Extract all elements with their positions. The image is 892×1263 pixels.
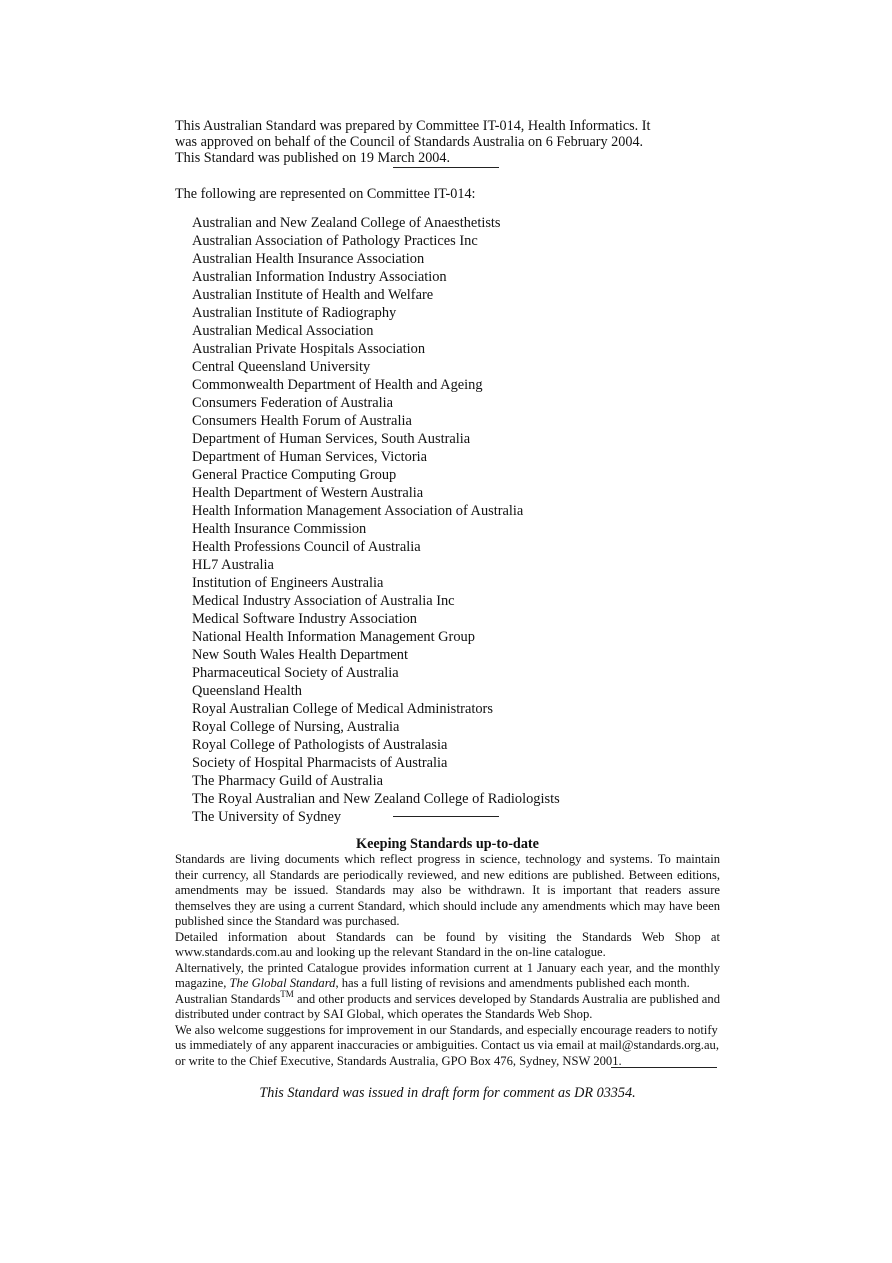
draft-note: This Standard was issued in draft form for comment as DR 03354. [259,1085,636,1101]
publication-title: The Global Standard [229,976,336,990]
committee-member: The Pharmacy Guild of Australia [192,773,384,789]
committee-member: Commonwealth Department of Health and Ageing [192,377,483,393]
committee-member: Health Information Management Association of Australia [192,503,524,519]
keeping-text: and other products and services developed by Standards Australia are published and distributed under contract by SAI Global, which operates the Standards Web Shop. [175,991,720,1021]
committee-member: The University of Sydney [192,809,342,825]
trademark-mark: TM [280,988,294,999]
committee-member: Department of Human Services, South Australia [192,431,471,447]
committee-member: Australian Medical Association [192,323,374,339]
keeping-paragraph [175,961,720,992]
committee-member: New South Wales Health Department [192,647,408,663]
committee-member: The Royal Australian and New Zealand College of Radiologists [192,791,560,807]
committee-member: Australian Institute of Health and Welfare [192,287,434,303]
committee-members-list [175,214,720,826]
committee-member: Health Insurance Commission [192,521,367,537]
intro-line: This Standard was published on 19 March 2004. [175,150,451,166]
intro-paragraph [175,118,720,166]
keeping-text: , has a full listing of revisions and amendments published each month. [335,976,690,990]
committee-member: General Practice Computing Group [192,467,397,483]
keeping-text: Alternatively, the printed Catalogue provides information current at 1 January each year, and the monthly magazine, [175,960,720,990]
committee-member: Australian Private Hospitals Association [192,341,426,357]
section-divider [611,1067,717,1068]
committee-member: Society of Hospital Pharmacists of Australia [192,755,448,771]
intro-line: was approved on behalf of the Council of Standards Australia on 6 February 2004. [175,134,644,150]
intro-line: This Australian Standard was prepared by Committee IT-014, Health Informatics. It [175,118,651,134]
committee-member: Central Queensland University [192,359,371,375]
committee-member: Health Professions Council of Australia [192,539,421,555]
committee-member: Pharmaceutical Society of Australia [192,665,399,681]
committee-member: Institution of Engineers Australia [192,575,384,591]
committee-member: Medical Software Industry Association [192,611,418,627]
committee-member: Australian and New Zealand College of Anaesthetists [192,215,501,231]
committee-member: Consumers Federation of Australia [192,395,394,411]
committee-heading: The following are represented on Committee IT-014: [175,186,476,202]
keeping-standards-heading: Keeping Standards up-to-date [356,836,539,852]
committee-member: HL7 Australia [192,557,274,573]
committee-member: Department of Human Services, Victoria [192,449,428,465]
keeping-text: Australian Standards [175,991,281,1006]
keeping-final-block [175,1023,720,1070]
keeping-standards-body [175,852,720,1069]
committee-member: Queensland Health [192,683,302,699]
document-page [175,118,720,1101]
committee-member: Health Department of Western Australia [192,485,424,501]
keeping-paragraph [175,988,720,1023]
committee-member: Australian Institute of Radiography [192,305,397,321]
committee-member: Australian Information Industry Association [192,269,447,285]
committee-member: Medical Industry Association of Australia Inc [192,593,455,609]
keeping-paragraph: Standards are living documents which reflect progress in science, technology and systems. To maintain their currency, all Standards are periodically reviewed, and new editions are published. Between editions, amendments may be issued. Standards may also be withdrawn. It is important that readers assure themselves they are using a current Standard, which should include any amendments which may have been published since the Standard was purchased. [175,852,720,928]
section-divider [393,816,499,817]
committee-member: Royal College of Nursing, Australia [192,719,400,735]
committee-member: Australian Association of Pathology Practices Inc [192,233,478,249]
keeping-paragraph: Detailed information about Standards can be found by visiting the Standards Web Shop at www.standards.com.au and looking up the relevant Standard in the on-line catalogue. [175,929,720,959]
committee-member: National Health Information Management Group [192,629,475,645]
committee-member: Australian Health Insurance Association [192,251,425,267]
committee-member: Royal College of Pathologists of Australasia [192,737,448,753]
section-divider [393,167,499,168]
keeping-paragraph: We also welcome suggestions for improvement in our Standards, and especially encourage readers to notify us immediately of any apparent inaccuracies or ambiguities. Contact us via email at mail@standards.org.au, or write to the Chief Executive, Standards Australia, GPO Box 476, Sydney, NSW 2001. [175,1022,719,1068]
committee-member: Royal Australian College of Medical Administrators [192,701,493,717]
committee-member: Consumers Health Forum of Australia [192,413,412,429]
